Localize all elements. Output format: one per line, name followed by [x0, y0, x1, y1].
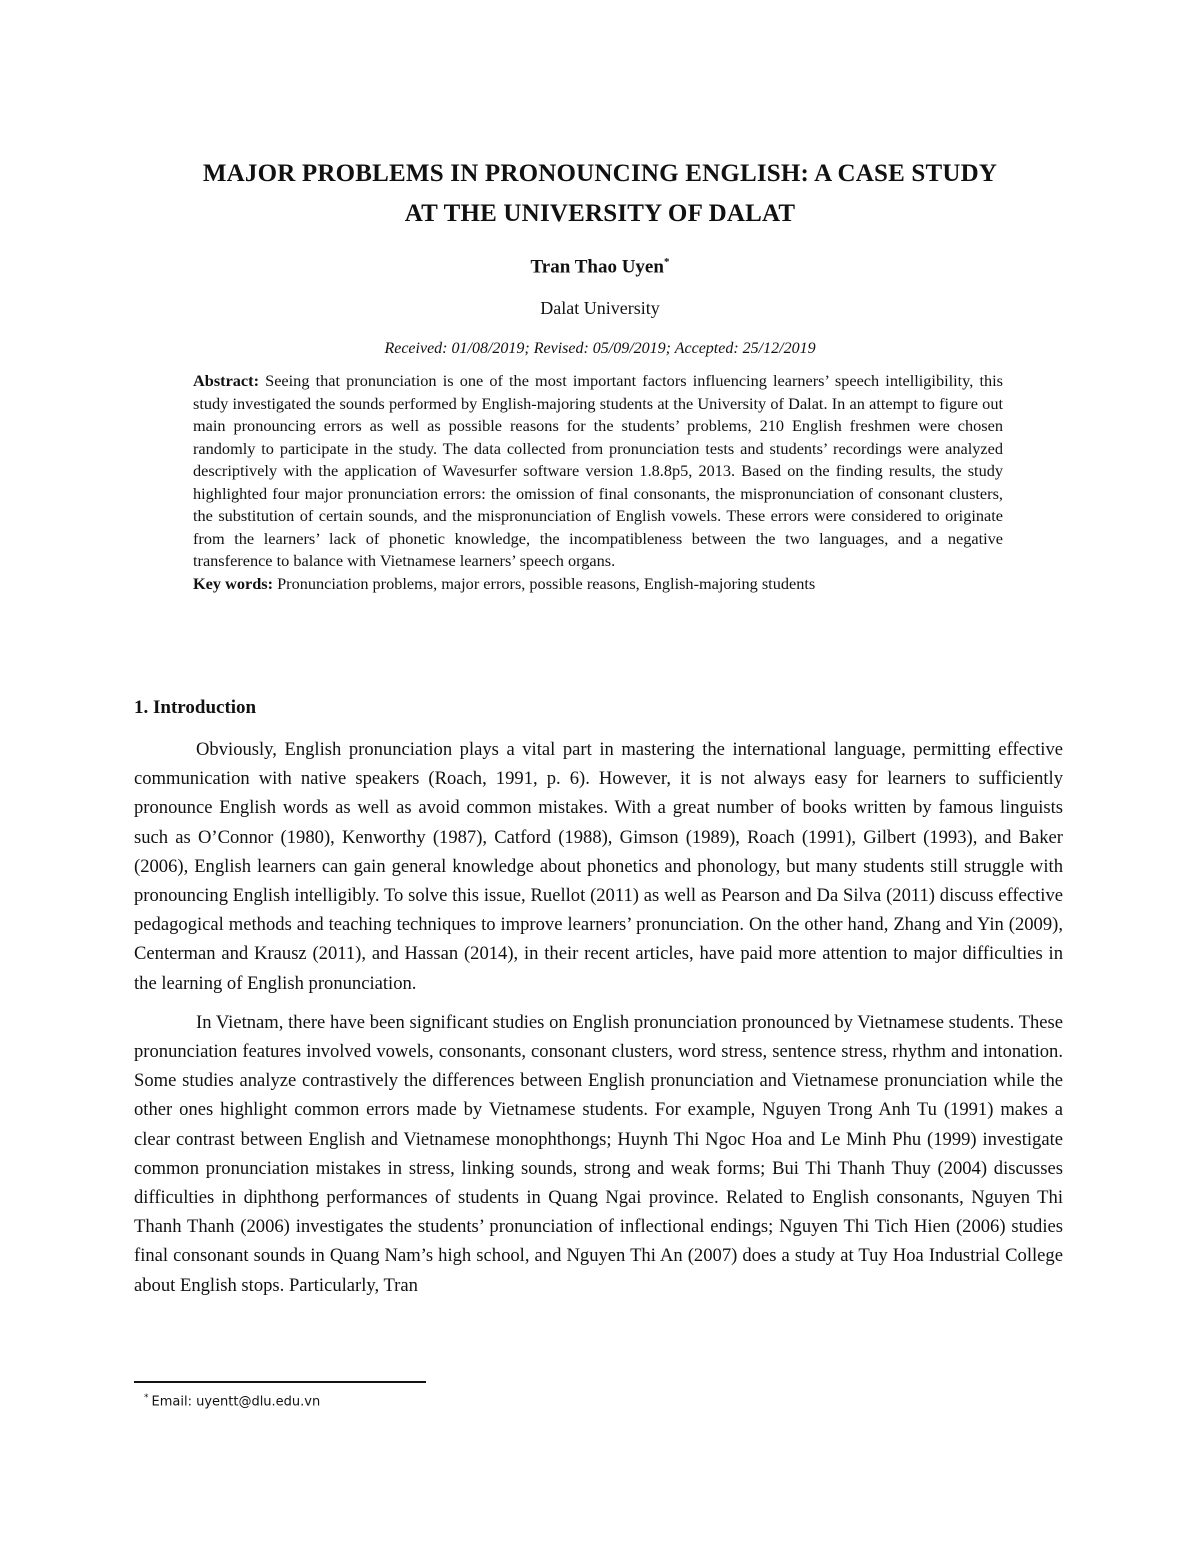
- paper-title: [130, 154, 1070, 234]
- paper-title-line-1: MAJOR PROBLEMS IN PRONOUNCING ENGLISH: A CASE STUDY: [202, 160, 998, 187]
- footnote-mark: *: [144, 1393, 149, 1403]
- abstract-label: Abstract:: [193, 371, 260, 390]
- section-heading: 1. Introduction: [134, 697, 257, 718]
- keywords-paragraph: [193, 573, 1003, 596]
- footnote-email: Email: uyentt@dlu.edu.vn: [151, 1394, 321, 1410]
- keywords-label: Key words:: [193, 573, 274, 593]
- author-footnote-mark: *: [663, 256, 670, 268]
- body-paragraph-1: Obviously, English pronunciation plays a vital part in mastering the international language, permitting effective communication with native speakers (Roach, 1991, p. 6). However, it is not always easy for learners to sufficiently pronounce English words as well as avoid common mistakes. With a great number of books written by famous linguists such as O’Connor (1980), Kenworthy (1987), Catford (1988), Gimson (1989), Roach (1991), Gilbert (1993), and Baker (2006), English learners can gain general knowledge about phonetics and phonology, but many students still struggle with pronouncing English intelligibly. To solve this issue, Ruellot (2011) as well as Pearson and Da Silva (2011) discuss effective pedagogical methods and teaching techniques to improve learners’ pronunciation. On the other hand, Zhang and Yin (2009), Centerman and Krausz (2011), and Hassan (2014), in their recent articles, have paid more attention to major difficulties in the learning of English pronunciation.: [134, 739, 1063, 994]
- author-name: Tran Thao Uyen: [530, 256, 664, 278]
- abstract-block: [193, 370, 1003, 595]
- keywords-text: Pronunciation problems, major errors, possible reasons, English-majoring students: [273, 573, 816, 593]
- section-body: [134, 735, 1063, 1310]
- author-line: [0, 256, 1200, 278]
- paper-title-line-2: AT THE UNIVERSITY OF DALAT: [404, 200, 796, 227]
- footnote: [144, 1393, 320, 1409]
- body-paragraph-2: In Vietnam, there have been significant studies on English pronunciation pronounced by Vietnamese students. These pronunciation features involved vowels, consonants, consonant clusters, word stress, sentence stress, rhythm and intonation. Some studies analyze contrastively the differences between English pronunciation and Vietnamese pronunciation while the other ones highlight common errors made by Vietnamese students. For example, Nguyen Trong Anh Tu (1991) makes a clear contrast between English and Vietnamese monophthongs; Huynh Thi Ngoc Hoa and Le Minh Phu (1999) investigate common pronunciation mistakes in stress, linking sounds, strong and weak forms; Bui Thi Thanh Thuy (2004) discusses difficulties in diphthong performances of students in Quang Ngai province. Related to English consonants, Nguyen Thi Thanh Thanh (2006) investigates the students’ pronunciation of inflectional endings; Nguyen Thi Tich Hien (2006) studies final consonant sounds in Quang Nam’s high school, and Nguyen Thi An (2007) does a study at Tuy Hoa Industrial College about English stops. Particularly, Tran: [134, 1011, 1063, 1296]
- footnote-divider: [134, 1381, 426, 1383]
- author-affiliation: Dalat University: [540, 298, 660, 318]
- abstract-paragraph: [193, 370, 1003, 573]
- abstract-text: Seeing that pronunciation is one of the most important factors influencing learners’ speech intelligibility, this study investigated the sounds performed by English-majoring students at the University of Dalat. In an attempt to figure out main pronouncing errors as well as possible reasons for the students’ problems, 210 English freshmen were chosen randomly to participate in the study. The data collected from pronunciation tests and students’ recordings were analyzed descriptively with the application of Wavesurfer software version 1.8.8p5, 2013. Based on the finding results, the study highlighted four major pronunciation errors: the omission of final consonants, the mispronunciation of consonant clusters, the substitution of certain sounds, and the mispronunciation of English vowels. These errors were considered to originate from the learners’ lack of phonetic knowledge, the incompatibleness between the two languages, and a negative transference to balance with Vietnamese learners’ speech organs.: [193, 371, 1003, 570]
- submission-dates: Received: 01/08/2019; Revised: 05/09/2019; Accepted: 25/12/2019: [384, 340, 816, 357]
